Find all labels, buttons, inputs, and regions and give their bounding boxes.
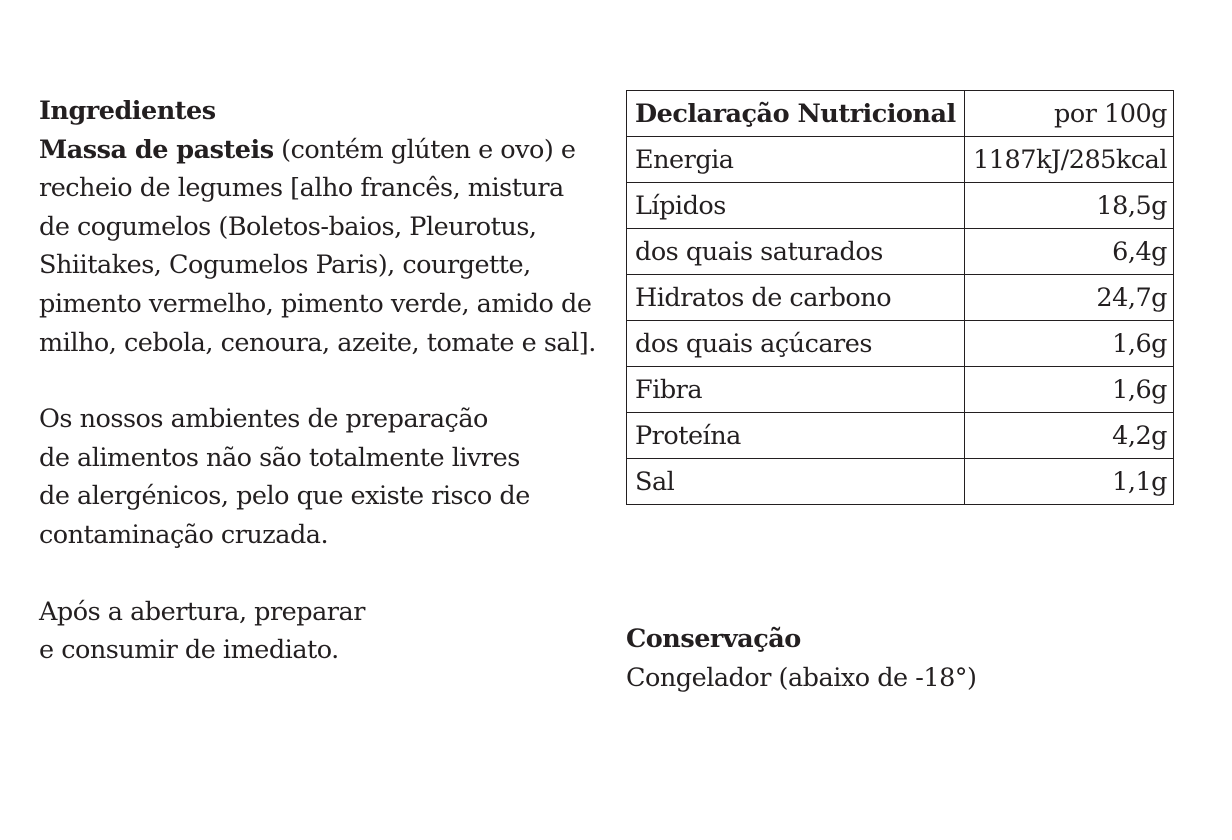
nutrient-value: 6,4g [965,229,1174,275]
nutrient-value: 1187kJ/285kcal [965,137,1174,183]
nutrient-label: Sal [627,459,965,505]
nutrient-label: Fibra [627,367,965,413]
after-opening-line-2: e consumir de imediato. [39,635,339,666]
allergen-line-3: de alergénicos, pelo que existe risco de [39,481,530,512]
table-row [627,275,1174,321]
nutrition-header-row [627,91,1174,137]
allergen-line-4: contaminação cruzada. [39,519,329,550]
nutrient-label: dos quais saturados [627,229,965,275]
nutrient-label: Proteína [627,413,965,459]
table-row [627,183,1174,229]
table-row [627,459,1174,505]
nutrition-title: Declaração Nutricional [627,91,965,137]
table-row [627,137,1174,183]
nutrient-value: 18,5g [965,183,1174,229]
nutrient-value: 1,6g [965,321,1174,367]
nutrient-value: 4,2g [965,413,1174,459]
storage-heading: Conservação [626,624,801,654]
allergen-line-1: Os nossos ambientes de preparação [39,404,488,435]
nutrient-value: 1,6g [965,367,1174,413]
ingredients-heading: Ingredientes [39,96,216,126]
table-row [627,321,1174,367]
nutrient-label: Lípidos [627,183,965,229]
nutrient-label: dos quais açúcares [627,321,965,367]
nutrient-label: Hidratos de carbono [627,275,965,321]
ingredients-lead: Massa de pasteis [39,134,274,165]
allergen-notice [39,400,599,554]
storage-section [626,620,1186,697]
nutrition-per-unit: por 100g [965,91,1174,137]
table-row [627,229,1174,275]
after-opening-notice [39,593,599,670]
nutrient-value: 24,7g [965,275,1174,321]
ingredients-list: (contém glúten e ovo) e recheio de legumes [alho francês, mistura de cogumelos (Boletos-baios, Pleurotus, Shiitakes, Cogumelos Paris), courgette, pimento vermelho, pimento verde, amido de milho, cebola, cenoura, azeite, tomate e sal]. [39,134,596,358]
nutrient-label: Energia [627,137,965,183]
table-row [627,367,1174,413]
left-column [39,92,599,670]
nutrition-table [626,90,1174,505]
ingredients-text [39,131,599,363]
table-row [627,413,1174,459]
after-opening-line-1: Após a abertura, preparar [39,596,365,627]
storage-text: Congelador (abaixo de -18°) [626,662,977,693]
allergen-line-2: de alimentos não são totalmente livres [39,442,520,473]
nutrient-value: 1,1g [965,459,1174,505]
